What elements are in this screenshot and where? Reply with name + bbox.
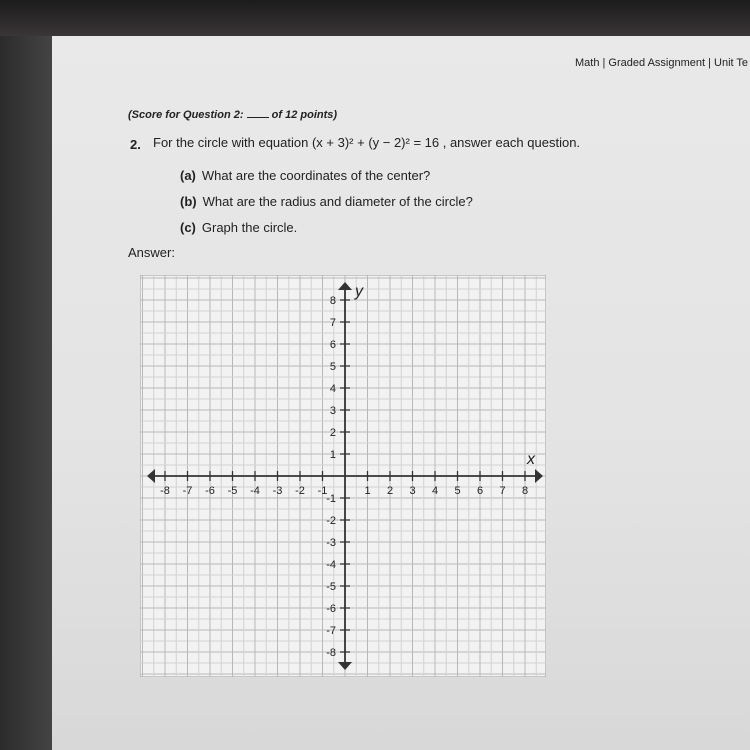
x-tick-label: 1 (364, 485, 371, 497)
x-tick-label: -6 (205, 485, 215, 497)
screen-top-edge (0, 0, 750, 36)
x-tick-label: -4 (250, 485, 260, 497)
y-tick-label: 1 (329, 449, 336, 461)
y-tick-label: 4 (329, 383, 336, 395)
score-line (128, 108, 337, 121)
breadcrumb: Math | Graded Assignment | Unit Te (575, 57, 749, 69)
y-tick-label: 6 (329, 339, 336, 351)
question-number: 2. (130, 137, 141, 152)
y-tick-label: 7 (329, 317, 336, 329)
part-text: What are the coordinates of the center? (201, 168, 431, 183)
y-tick-label: -8 (326, 647, 336, 659)
y-tick-label: 2 (329, 427, 336, 439)
x-tick-label: 6 (476, 485, 484, 497)
question-part-b (180, 194, 473, 209)
x-tick-label: 2 (386, 485, 394, 497)
x-tick-label: -2 (295, 485, 305, 497)
question-part-c (180, 220, 297, 235)
x-tick-label: -3 (272, 485, 283, 497)
y-tick-label: 3 (329, 405, 336, 417)
x-tick-label: 3 (409, 485, 416, 497)
x-tick-label: 5 (454, 485, 461, 497)
x-tick-label: -8 (160, 485, 170, 497)
y-tick-label: -6 (326, 603, 336, 615)
score-suffix: of 12 points) (271, 109, 338, 121)
y-tick-label: -3 (326, 537, 336, 549)
x-tick-label: 4 (431, 485, 439, 497)
x-tick-label: 8 (521, 485, 529, 497)
x-tick-label: -7 (182, 485, 193, 497)
y-axis-label: y (355, 283, 363, 300)
coordinate-grid[interactable] (140, 275, 546, 677)
question-text: For the circle with equation (x + 3)² + (y − 2)² = 16 , answer each question. (153, 135, 581, 150)
y-tick-label: -4 (326, 559, 336, 571)
part-label: (c) (180, 220, 196, 235)
screen-left-edge (0, 36, 52, 750)
y-tick-label: -7 (326, 625, 336, 637)
score-blank[interactable] (247, 108, 269, 118)
x-tick-label: 7 (499, 485, 506, 497)
question-part-a (180, 168, 430, 183)
x-tick-label: -1 (317, 485, 328, 497)
x-axis-label: x (527, 451, 535, 468)
y-tick-label: 8 (329, 295, 336, 307)
part-text: Graph the circle. (201, 220, 298, 235)
x-tick-label: -5 (227, 485, 238, 497)
y-tick-label: -5 (326, 581, 336, 593)
y-tick-label: -2 (326, 515, 336, 527)
part-text: What are the radius and diameter of the circle? (202, 194, 473, 209)
part-label: (a) (180, 168, 196, 183)
answer-label: Answer: (128, 245, 175, 260)
part-label: (b) (180, 194, 197, 209)
score-prefix: (Score for Question 2: (128, 109, 244, 121)
y-tick-label: -1 (326, 493, 336, 505)
y-tick-label: 5 (329, 361, 336, 373)
